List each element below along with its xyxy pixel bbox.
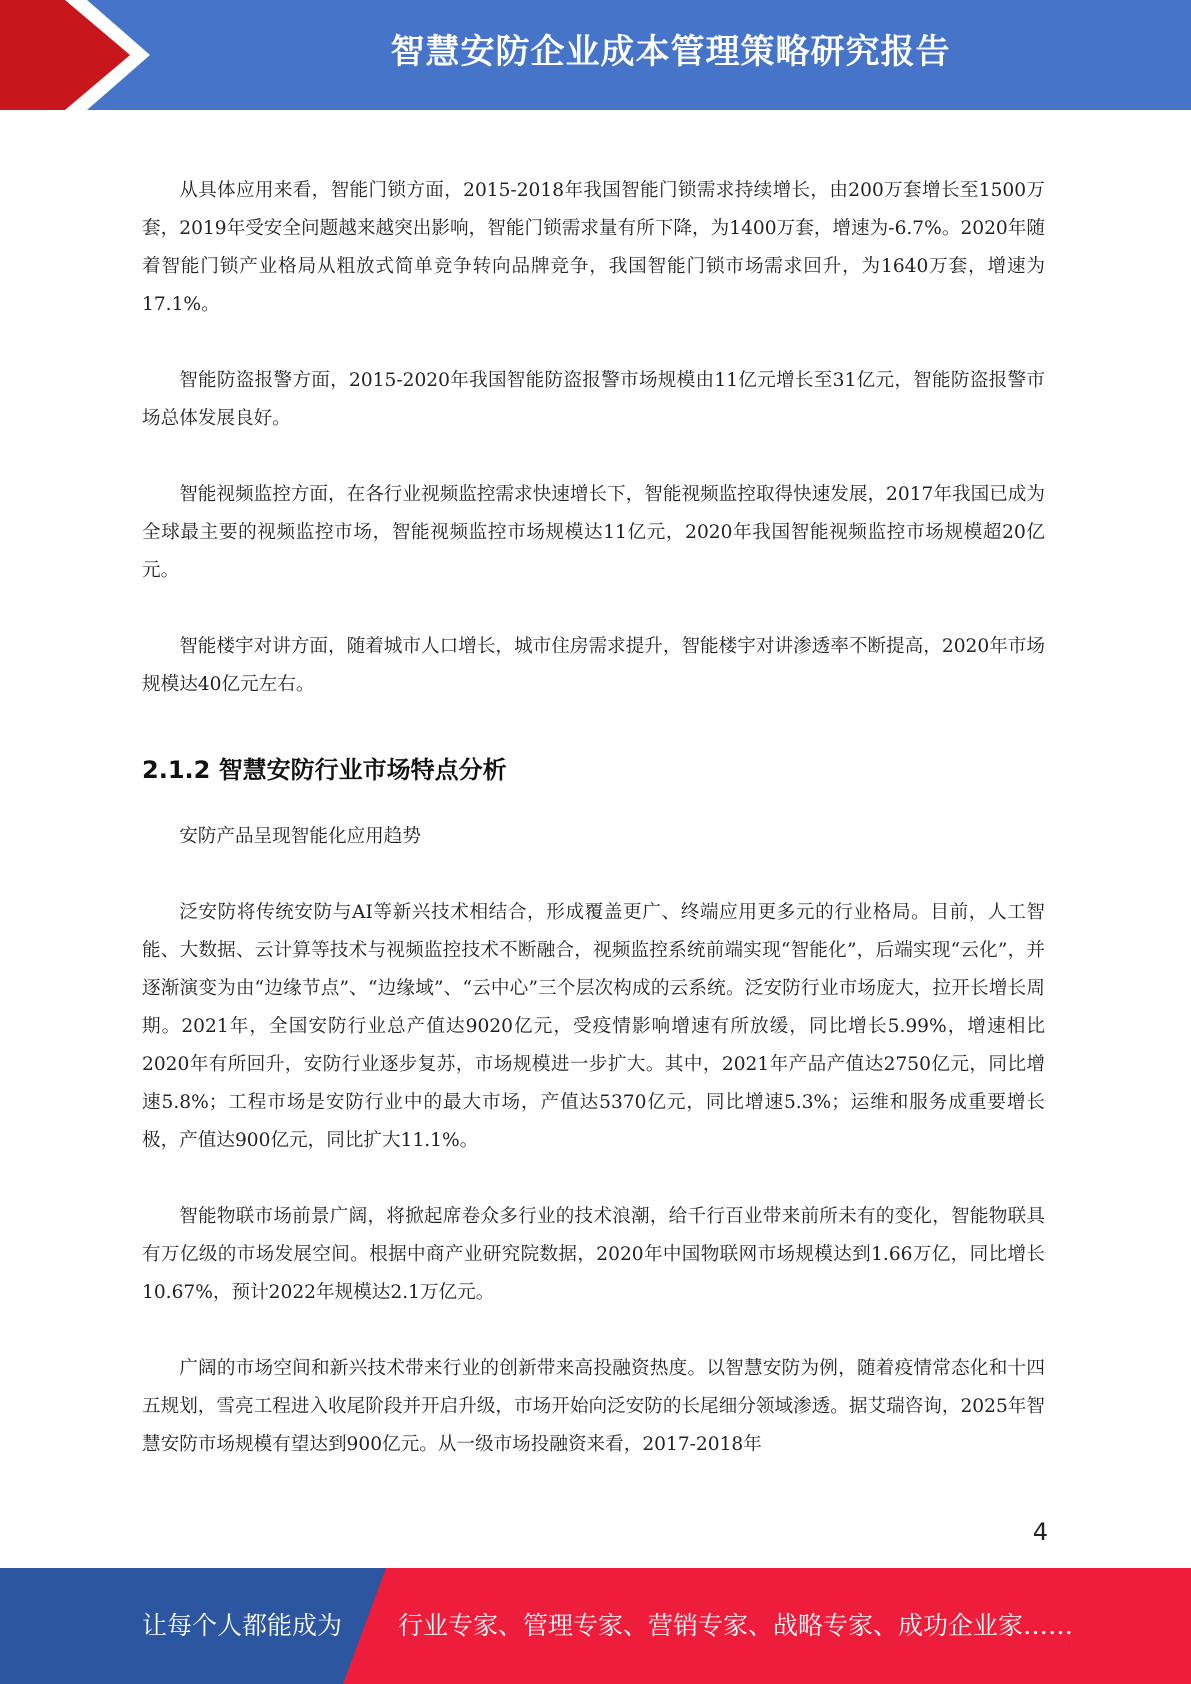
footer-slogan-right: 行业专家、管理专家、营销专家、战略专家、成功企业家…… (398, 1611, 1074, 1640)
paragraph-iot-market: 智能物联市场前景广阔，将掀起席卷众多行业的技术浪潮，给千行百业带来前所未有的变化，智能物联具有万亿级的市场发展空间。根据中商产业研究院数据，2020年中国物联网市场规模达到1.66万亿，同比增长10.67%，预计2022年规模达2.1万亿元。 (142, 1206, 1045, 1303)
footer-banner (0, 1568, 1191, 1684)
page-content (142, 172, 1045, 1464)
paragraph-trend-title: 安防产品呈现智能化应用趋势 (179, 826, 421, 847)
paragraph-smart-lock: 从具体应用来看，智能门锁方面，2015-2018年我国智能门锁需求持续增长，由200万套增长至1500万套，2019年受安全问题越来越突出影响，智能门锁需求量有所下降，为1400万套，增速为-6.7%。2020年随着智能门锁产业格局从粗放式简单竞争转向品牌竞争，我国智能门锁市场需求回升，为1640万套，增速为17.1%。 (142, 180, 1045, 315)
header-banner (0, 0, 1191, 110)
report-title: 智慧安防企业成本管理策略研究报告 (390, 32, 951, 72)
paragraph-building-intercom: 智能楼宇对讲方面，随着城市人口增长，城市住房需求提升，智能楼宇对讲渗透率不断提高，2020年市场规模达40亿元左右。 (142, 636, 1045, 695)
paragraph-pan-security: 泛安防将传统安防与AI等新兴技术相结合，形成覆盖更广、终端应用更多元的行业格局。目前，人工智能、大数据、云计算等技术与视频监控技术不断融合，视频监控系统前端实现“智能化”，后端实现“云化”，并逐渐演变为由“边缘节点”、“边缘域”、“云中心”三个层次构成的云系统。泛安防行业市场庞大，拉开长增长周期。2021年，全国安防行业总产值达9020亿元，受疫情影响增速有所放缓，同比增长5.99%，增速相比2020年有所回升，安防行业逐步复苏，市场规模进一步扩大。其中，2021年产品产值达2750亿元，同比增速5.8%；工程市场是安防行业中的最大市场，产值达5370亿元，同比增速5.3%；运维和服务成重要增长极，产值达900亿元，同比扩大11.1%。 (142, 902, 1045, 1151)
header-arrow-red (0, 0, 140, 110)
page-number: 4 (1032, 1518, 1048, 1546)
paragraph-investment: 广阔的市场空间和新兴技术带来行业的创新带来高投融资热度。以智慧安防为例，随着疫情常态化和十四五规划，雪亮工程进入收尾阶段并开启升级，市场开始向泛安防的长尾细分领域渗透。据艾瑞咨询，2025年智慧安防市场规模有望达到900亿元。从一级市场投融资来看，2017-2018年 (142, 1358, 1045, 1455)
paragraph-video-surveillance: 智能视频监控方面，在各行业视频监控需求快速增长下，智能视频监控取得快速发展，2017年我国已成为全球最主要的视频监控市场，智能视频监控市场规模达11亿元，2020年我国智能视频监控市场规模超20亿元。 (142, 484, 1045, 581)
section-heading: 2.1.2 智慧安防行业市场特点分析 (142, 756, 507, 784)
footer-slogan-left: 让每个人都能成为 (142, 1611, 343, 1640)
paragraph-burglar-alarm: 智能防盗报警方面，2015-2020年我国智能防盗报警市场规模由11亿元增长至31亿元，智能防盗报警市场总体发展良好。 (142, 370, 1045, 429)
